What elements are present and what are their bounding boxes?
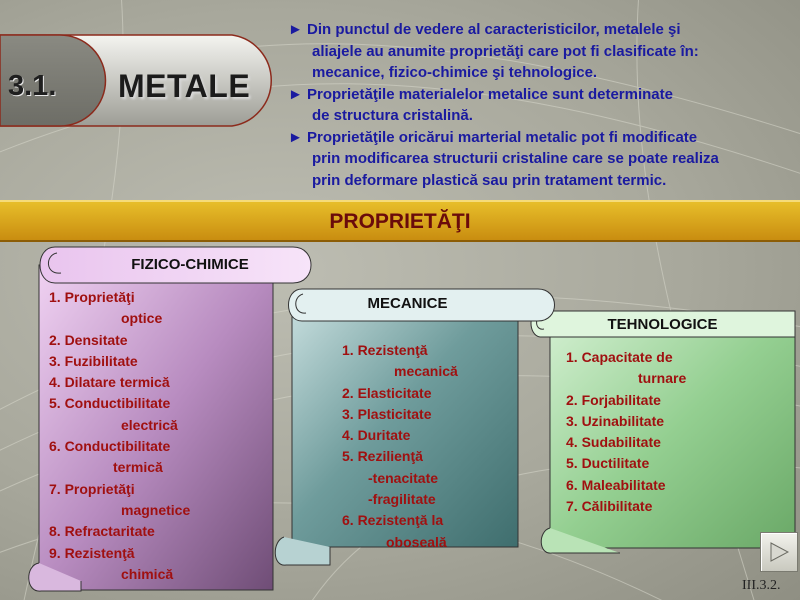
intro-line: prin modificarea structurii cristaline care se poate realiza [312, 150, 719, 167]
list-item: mecanică [394, 363, 458, 380]
list-fizico-chimice [49, 287, 190, 585]
next-slide-button[interactable] [760, 532, 798, 572]
list-item: oboseală [386, 533, 447, 550]
list-item: 6. Rezistenţă la [342, 512, 444, 529]
intro-text [288, 19, 798, 191]
list-item: 1. Rezistenţă [342, 342, 428, 358]
list-item: 8. Refractaritate [49, 523, 155, 540]
list-item: termică [113, 459, 163, 476]
list-item: -fragilitate [368, 491, 436, 508]
list-item: 4. Dilatare termică [49, 374, 170, 391]
list-item: 1. Proprietăţi [49, 289, 135, 305]
intro-line: de structura cristalină. [312, 107, 473, 124]
list-item: 4. Duritate [342, 427, 411, 444]
list-item: turnare [638, 370, 687, 387]
list-item: 4. Sudabilitate [566, 434, 661, 451]
page-title: METALE [118, 68, 251, 104]
list-mecanice [342, 340, 458, 553]
scroll-title-mecanice: MECANICE [367, 295, 448, 312]
list-item: 7. Proprietăţi [49, 480, 135, 497]
list-item: 3. Plasticitate [342, 405, 432, 422]
list-item: electrică [121, 416, 178, 433]
scroll-title-fizico-chimice: FIZICO-CHIMICE [131, 256, 249, 273]
list-item: 3. Uzinabilitate [566, 412, 665, 429]
list-item: chimică [121, 565, 174, 582]
scroll-tehnologice [520, 303, 800, 558]
scroll-fizico-chimice [25, 245, 317, 600]
list-item: 5. Conductibilitate [49, 395, 171, 412]
list-item: 3. Fuzibilitate [49, 352, 138, 369]
list-tehnologice [566, 347, 686, 517]
list-item: 5. Ductilitate [566, 455, 650, 472]
list-item: 2. Densitate [49, 331, 128, 348]
list-item: 6. Conductibilitate [49, 438, 171, 455]
intro-line: mecanice, fizico-chimice şi tehnologice. [312, 64, 598, 81]
banner-title: PROPRIETĂŢI [329, 210, 471, 233]
list-item: 1. Capacitate de [566, 349, 673, 365]
intro-line: ► Din punctul de vedere al caracteristicilor, metalele şi [288, 21, 681, 38]
list-item: 2. Forjabilitate [566, 391, 661, 408]
list-item: 9. Rezistenţă [49, 544, 135, 561]
list-item: 7. Călibilitate [566, 498, 653, 515]
intro-line: ► Proprietăţile materialelor metalice sunt determinate [288, 85, 673, 103]
list-item: -tenacitate [368, 469, 439, 486]
properties-banner [0, 200, 800, 242]
intro-line: ► Proprietăţile oricărui marterial metalic pot fi modificate [288, 128, 698, 146]
page-number: III.3.2. [742, 578, 781, 593]
list-item: 2. Elasticitate [342, 384, 432, 401]
intro-line: prin deformare plastică sau prin tratament termic. [312, 171, 667, 189]
play-triangle-icon [769, 542, 789, 562]
list-item: optice [121, 310, 163, 327]
list-item: magnetice [121, 501, 191, 518]
section-number: 3.1. [8, 70, 57, 102]
list-item: 6. Maleabilitate [566, 476, 666, 493]
intro-line: aliajele au anumite proprietăţi care pot fi clasificate în: [312, 42, 699, 60]
list-item: 5. Rezilienţă [342, 448, 423, 465]
scroll-title-tehnologice: TEHNOLOGICE [607, 316, 718, 333]
